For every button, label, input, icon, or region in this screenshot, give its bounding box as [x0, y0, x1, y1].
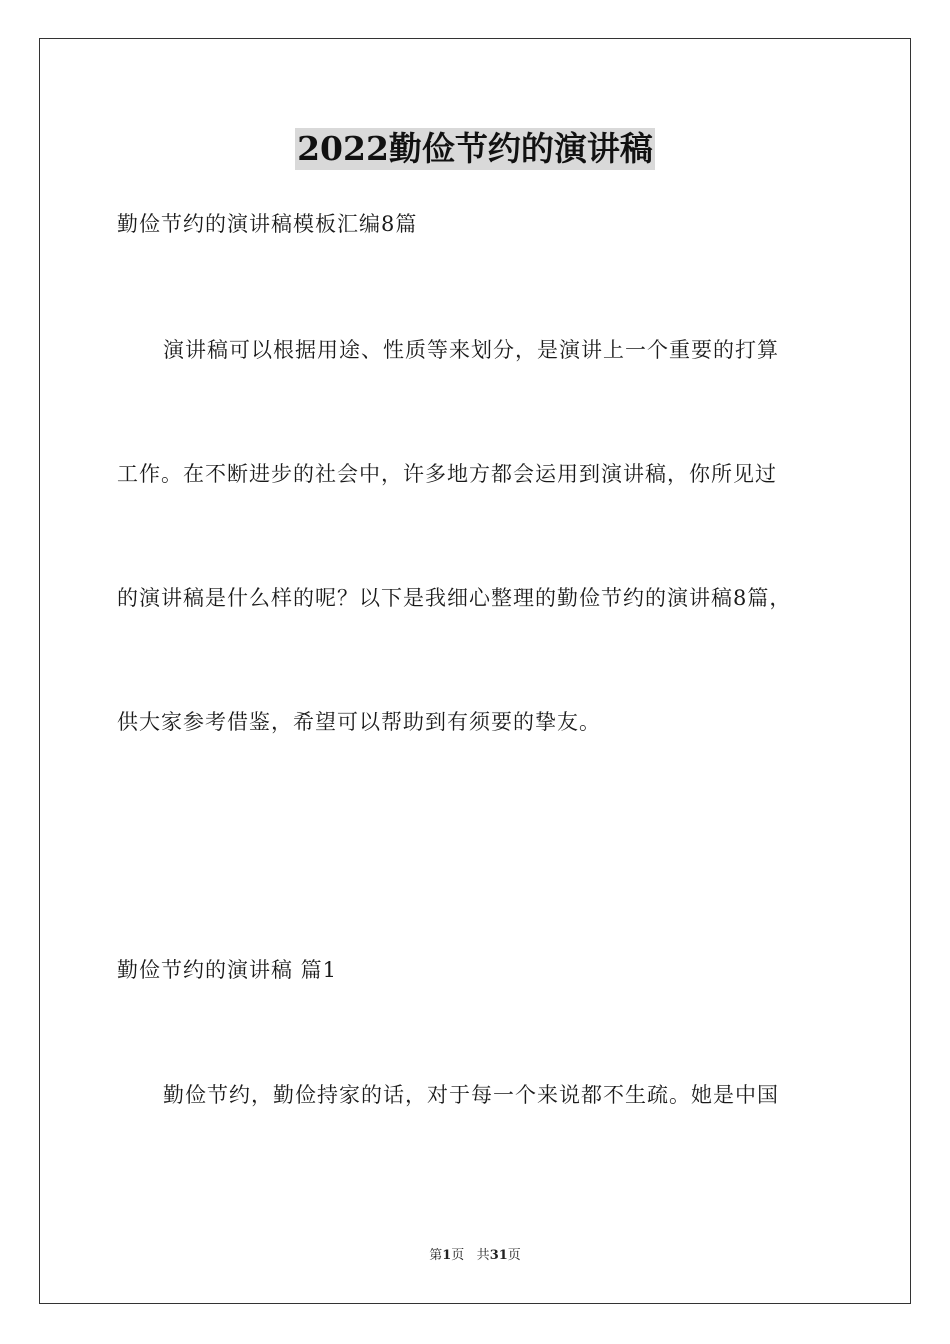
page-footer	[0, 1247, 950, 1265]
footer-total-suffix: 页	[507, 1248, 521, 1263]
intro-line-1: 演讲稿可以根据用途、性质等来划分，是演讲上一个重要的打算	[163, 338, 779, 362]
document-title: 2022勤俭节约的演讲稿	[297, 129, 653, 168]
intro-line-4: 供大家参考借鉴，希望可以帮助到有须要的挚友。	[117, 710, 601, 734]
intro-line-3: 的演讲稿是什么样的呢？以下是我细心整理的勤俭节约的演讲稿8篇，	[117, 586, 792, 610]
footer-page-number: 1	[442, 1248, 452, 1263]
intro-line-2: 工作。在不断进步的社会中，许多地方都会运用到演讲稿，你所见过	[117, 462, 777, 486]
document-subtitle: 勤俭节约的演讲稿模板汇编8篇	[117, 212, 418, 236]
section-heading: 勤俭节约的演讲稿 篇1	[117, 958, 338, 982]
footer-total-prefix: 共	[476, 1248, 490, 1263]
section-line-1: 勤俭节约，勤俭持家的话，对于每一个来说都不生疏。她是中国	[163, 1083, 779, 1107]
footer-page-prefix: 第	[429, 1248, 443, 1263]
title-container	[0, 128, 950, 170]
footer-total-pages: 31	[489, 1248, 508, 1263]
footer-page-suffix: 页	[451, 1248, 465, 1263]
